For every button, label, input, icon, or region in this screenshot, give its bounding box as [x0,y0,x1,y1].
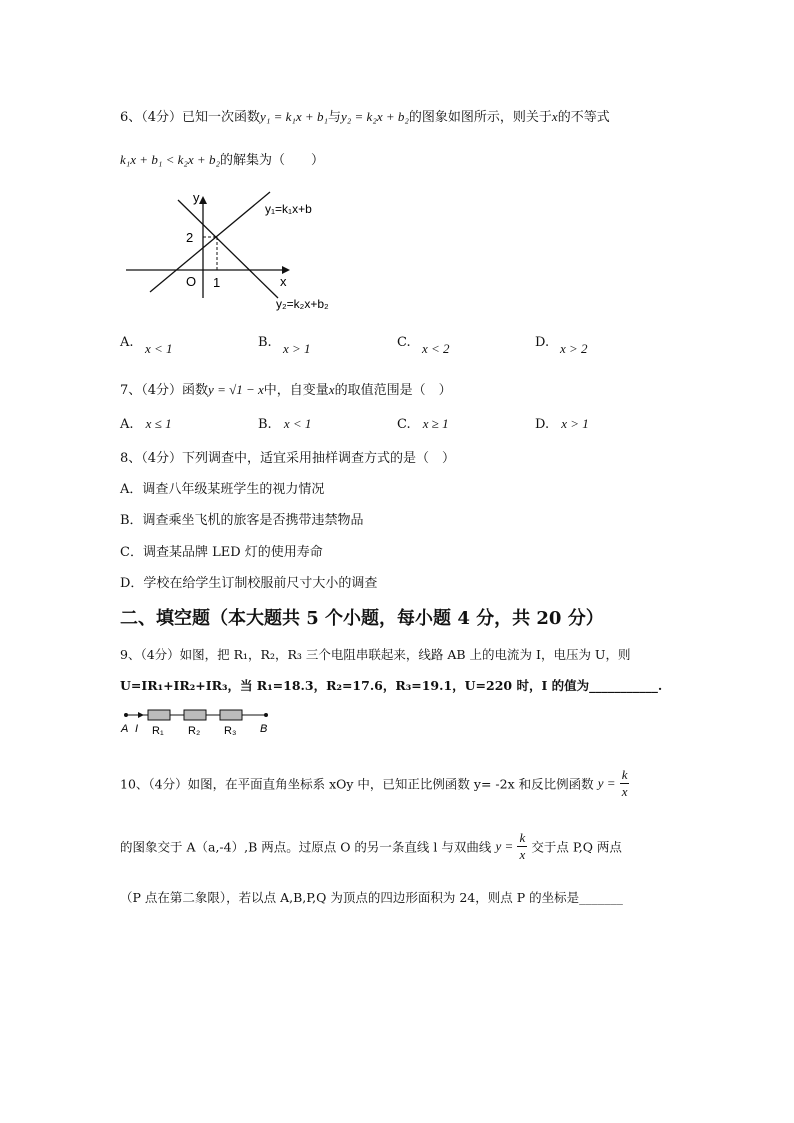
q10-fraction-2: $\frac{k}{x}$ [519,830,526,862]
q8-option-c[interactable]: C．调查某品牌 LED 灯的使用寿命 [120,545,323,560]
q8-option-a[interactable]: A．调查八年级某班学生的视力情况 [120,482,325,497]
line1-label: y₁=k₁x+b [265,202,312,216]
q10-line3: （P 点在第二象限），若以点 A,B,P,Q 为顶点的四边形面积为 24，则点 P 的坐标是_______ [120,890,623,905]
q8-stem: 8、（4分）下列调查中，适宜采用抽样调查方式的是（ ） [120,451,456,466]
q9-line1: 9、（4分）如图，把 R₁，R₂，R₃ 三个电阻串联起来，线路 AB 上的电流为 I，电压为 U，则 [120,647,631,662]
line-y1 [150,192,270,292]
q6-option-c-value: x < 2 [422,341,450,356]
q9-circuit [118,704,278,738]
label-r2: R₂ [188,725,201,737]
q6-stem-line2: k₁x + b₁ < k₂x + b₂的解集为（ ） [120,152,324,168]
q7-option-c[interactable]: C. x ≥ 1 [397,416,449,432]
tick-x-1: 1 [213,275,221,290]
q6-option-a[interactable]: A. [120,335,134,350]
tick-y-2: 2 [186,230,194,245]
line2-label: y₂=k₂x+b₂ [276,297,329,311]
x-axis-arrow-icon [282,266,290,274]
q8-option-d[interactable]: D．学校在给学生订制校服前尺寸大小的调查 [120,576,378,591]
q7-option-a[interactable]: A. x ≤ 1 [120,416,172,432]
label-i: I [135,723,139,735]
q10-line2: 的图象交于 A（a,-4）,B 两点。过原点 O 的另一条直线 l 与双曲线 y = $\frac{k}{x}$ 交于点 P,Q 两点 [120,830,622,862]
label-r3: R₃ [224,725,237,737]
label-b: B [260,723,268,735]
q6-option-b[interactable]: B. [258,335,272,350]
q6-stem: 6、（4分）已知一次函数y₁ = k₁x + b₁与y₂ = k₂x + b₂的图象如图所示，则关于x的不等式 [120,109,610,125]
section-heading: 二、填空题（本大题共 5 个小题，每小题 4 分，共 20 分） [120,608,604,629]
q7-option-b[interactable]: B. x < 1 [258,416,312,432]
label-a: A [121,723,129,735]
current-arrow-icon [138,712,144,718]
q6-option-a-value: x < 1 [145,341,173,356]
q6-function-1: y₁ = k₁x + b₁ [260,109,328,124]
resistor-r1 [148,710,170,720]
q6-option-d[interactable]: D. [535,335,550,350]
q9-line2: U=IR₁+IR₂+IR₃，当 R₁=18.3，R₂=17.6，R₃=19.1，U=220 时，I 的值为___________. [120,678,663,693]
q8-option-b[interactable]: B．调查乘坐飞机的旅客是否携带违禁物品 [120,513,364,528]
q6-option-b-value: x > 1 [283,341,311,356]
origin-label: O [186,274,197,289]
q6-function-2: y₂ = k₂x + b₂ [340,109,409,124]
resistor-r3 [220,710,242,720]
q7-stem: 7、（4分）函数y = √1 − x中，自变量x的取值范围是（ ） [120,382,452,398]
q10-fraction-1: $\frac{k}{x}$ [621,767,628,799]
resistor-r2 [184,710,206,720]
q6-option-d-value: x > 2 [560,341,588,356]
x-axis-label: x [280,274,287,289]
q6-inequality: k₁x + b₁ < k₂x + b₂ [120,152,220,167]
y-axis-label: y [193,190,200,205]
label-r1: R₁ [152,725,164,737]
q10-line1: 10、（4分）如图，在平面直角坐标系 xOy 中，已知正比例函数 y= -2x 和反比例函数 y = $\frac{k}{x}$ [120,767,628,799]
q7-option-d[interactable]: D. x > 1 [535,416,589,432]
q6-graph [120,186,360,316]
q6-option-c[interactable]: C. [397,335,411,350]
q7-formula: y = √1 − x [208,382,264,397]
y-axis-arrow-icon [199,196,207,204]
